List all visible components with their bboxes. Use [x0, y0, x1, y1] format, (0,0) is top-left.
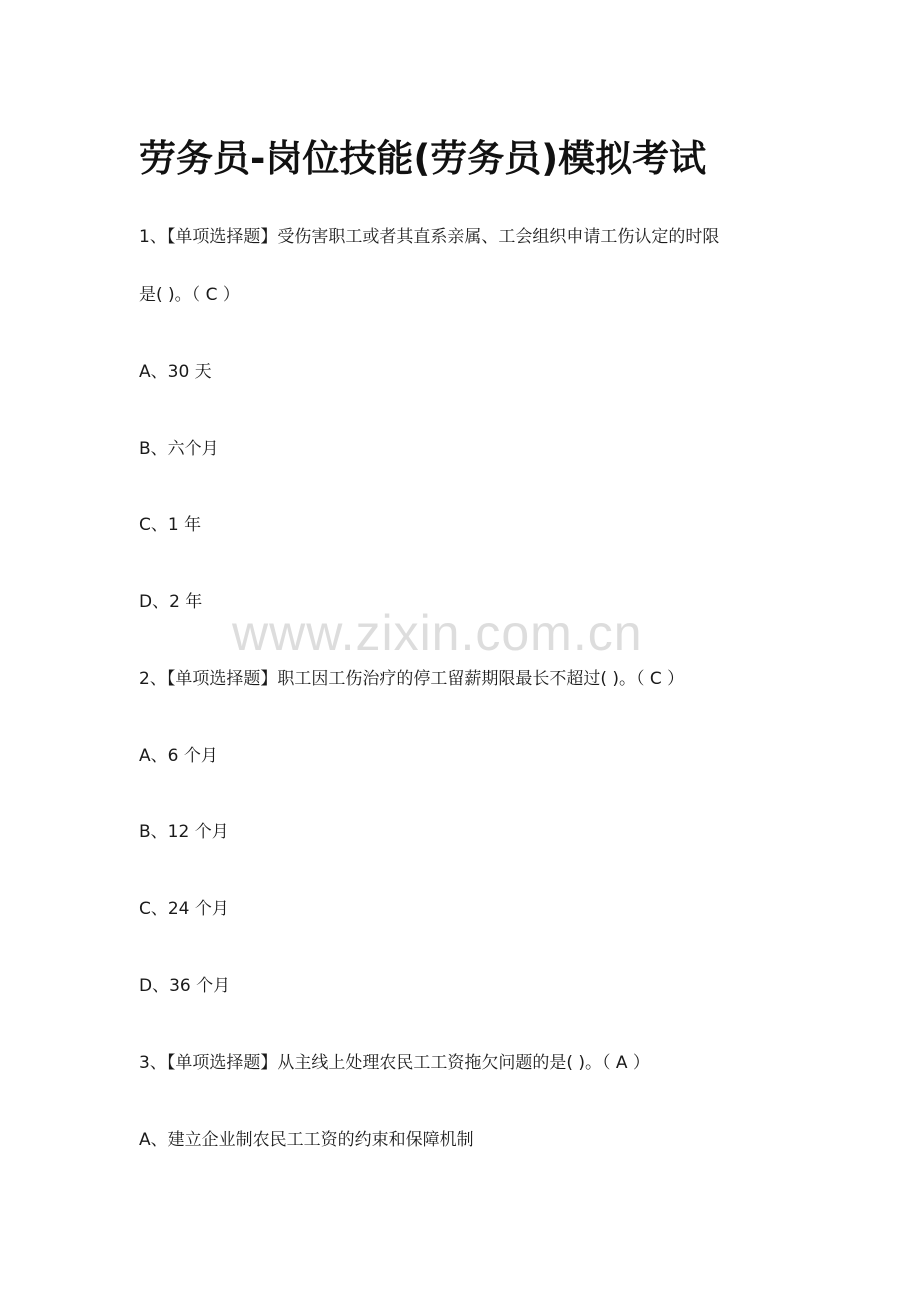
question-2-option-c: C、24 个月 [139, 899, 229, 919]
question-2-option-a: A、6 个月 [139, 746, 218, 766]
watermark: www.zixin.com.cn [232, 605, 643, 661]
question-3-option-a: A、建立企业制农民工工资的约束和保障机制 [139, 1130, 474, 1150]
question-2-option-d: D、36 个月 [139, 976, 231, 996]
question-3-text: 3、【单项选择题】从主线上处理农民工工资拖欠问题的是( )。（ A ） [139, 1053, 650, 1073]
question-1-option-d: D、2 年 [139, 592, 203, 612]
page-title: 劳务员-岗位技能(劳务员)模拟考试 [139, 137, 707, 180]
question-1-option-c: C、1 年 [139, 515, 202, 535]
question-1-text: 1、【单项选择题】受伤害职工或者其直系亲属、工会组织申请工伤认定的时限 [139, 227, 720, 247]
question-1-option-a: A、30 天 [139, 362, 212, 382]
question-1-option-b: B、六个月 [139, 439, 219, 459]
question-1-text-continued: 是( )。（ C ） [139, 285, 240, 305]
question-2-option-b: B、12 个月 [139, 822, 229, 842]
question-2-text: 2、【单项选择题】职工因工伤治疗的停工留薪期限最长不超过( )。（ C ） [139, 669, 685, 689]
